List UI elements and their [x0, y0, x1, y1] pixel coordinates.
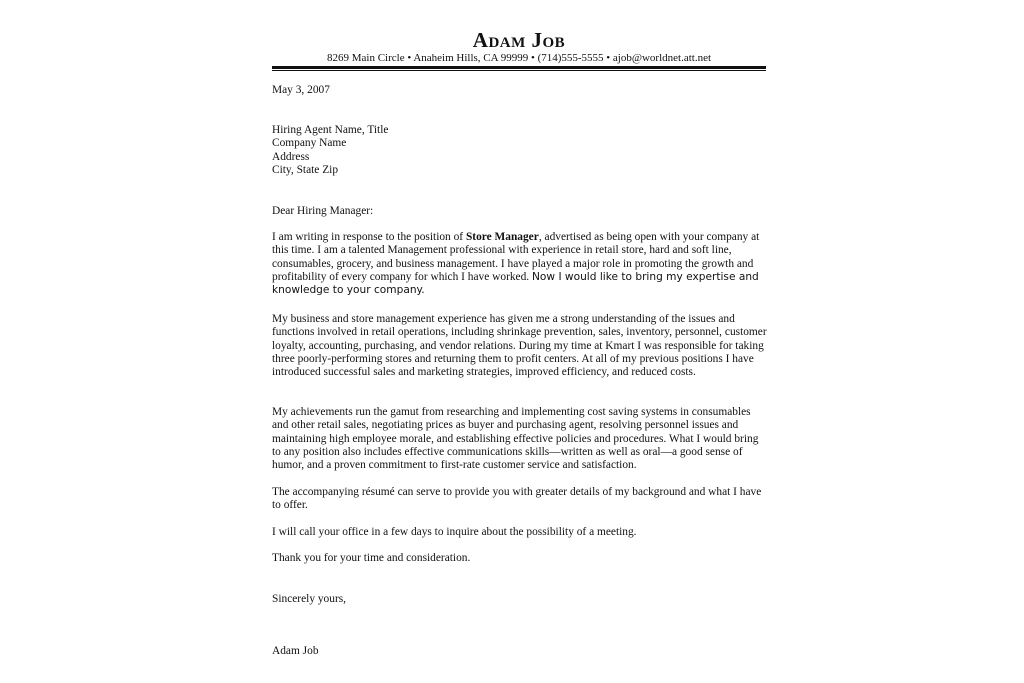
paragraph-intro — [272, 231, 768, 297]
recipient-name-title: Hiring Agent Name, Title — [272, 124, 389, 136]
letterhead-rule-thin — [272, 70, 766, 71]
letterhead-rule-thick — [272, 66, 766, 69]
paragraph-achievements: My achievements run the gamut from researching and implementing cost saving systems in consumables and other retail sales, negotiating prices as buyer and purchasing agent, resolving personnel issues and maintaining high employee morale, and establishing effective policies and procedures. What I would bring to any position also includes effective communications skills—written as well as oral—a good sense of humor, and a proven commitment to first-rate customer service and satisfaction. — [272, 406, 759, 472]
recipient-company: Company Name — [272, 137, 347, 150]
paragraph-experience: My business and store management experience has given me a strong understanding of the issues and functions involved in retail operations, including shrinkage prevention, sales, inventory, personnel, customer loyalty, accounting, purchasing, and vendor relations. During my time at Kmart I was responsible for taking three poorly-performing stores and returning them to profit centers. At all of my previous positions I have introduced successful sales and marketing strategies, improved efficiency, and reduced costs. — [272, 313, 767, 379]
paragraph-intro-body: , advertised as being open with your company at this time. I am a talented Management professional with experience in retail store, hard and soft line, consumables, grocery, and business management. I have played a major role in promoting the growth and profitability of every company for which I have worked. — [272, 231, 760, 283]
letter-date: May 3, 2007 — [272, 84, 330, 96]
paragraph-intro-closing: Now I would like to bring my expertise and knowledge to your company. — [272, 270, 759, 297]
recipient-address — [272, 124, 768, 177]
paragraph-follow-up: I will call your office in a few days to inquire about the possibility of a meeting. — [272, 526, 637, 538]
position-title: Store Manager — [465, 231, 539, 243]
letterhead-contact: 8269 Main Circle • Anaheim Hills, CA 99999 • (714)555-5555 • ajob@worldnet.att.net — [326, 52, 712, 64]
recipient-address-line: Address — [272, 150, 310, 163]
salutation: Dear Hiring Manager: — [272, 205, 374, 217]
recipient-city-state-zip: City, State Zip — [272, 163, 339, 176]
cover-letter — [272, 0, 772, 683]
paragraph-resume: The accompanying résumé can serve to provide you with greater details of my background and what I have to offer. — [272, 486, 762, 512]
signature-name: Adam Job — [272, 645, 319, 657]
closing: Sincerely yours, — [272, 593, 347, 605]
paragraph-intro-lead: I am writing in response to the position of — [272, 231, 466, 243]
letterhead-name: Adam Job — [472, 28, 566, 52]
paragraph-thanks: Thank you for your time and consideration. — [272, 552, 471, 564]
